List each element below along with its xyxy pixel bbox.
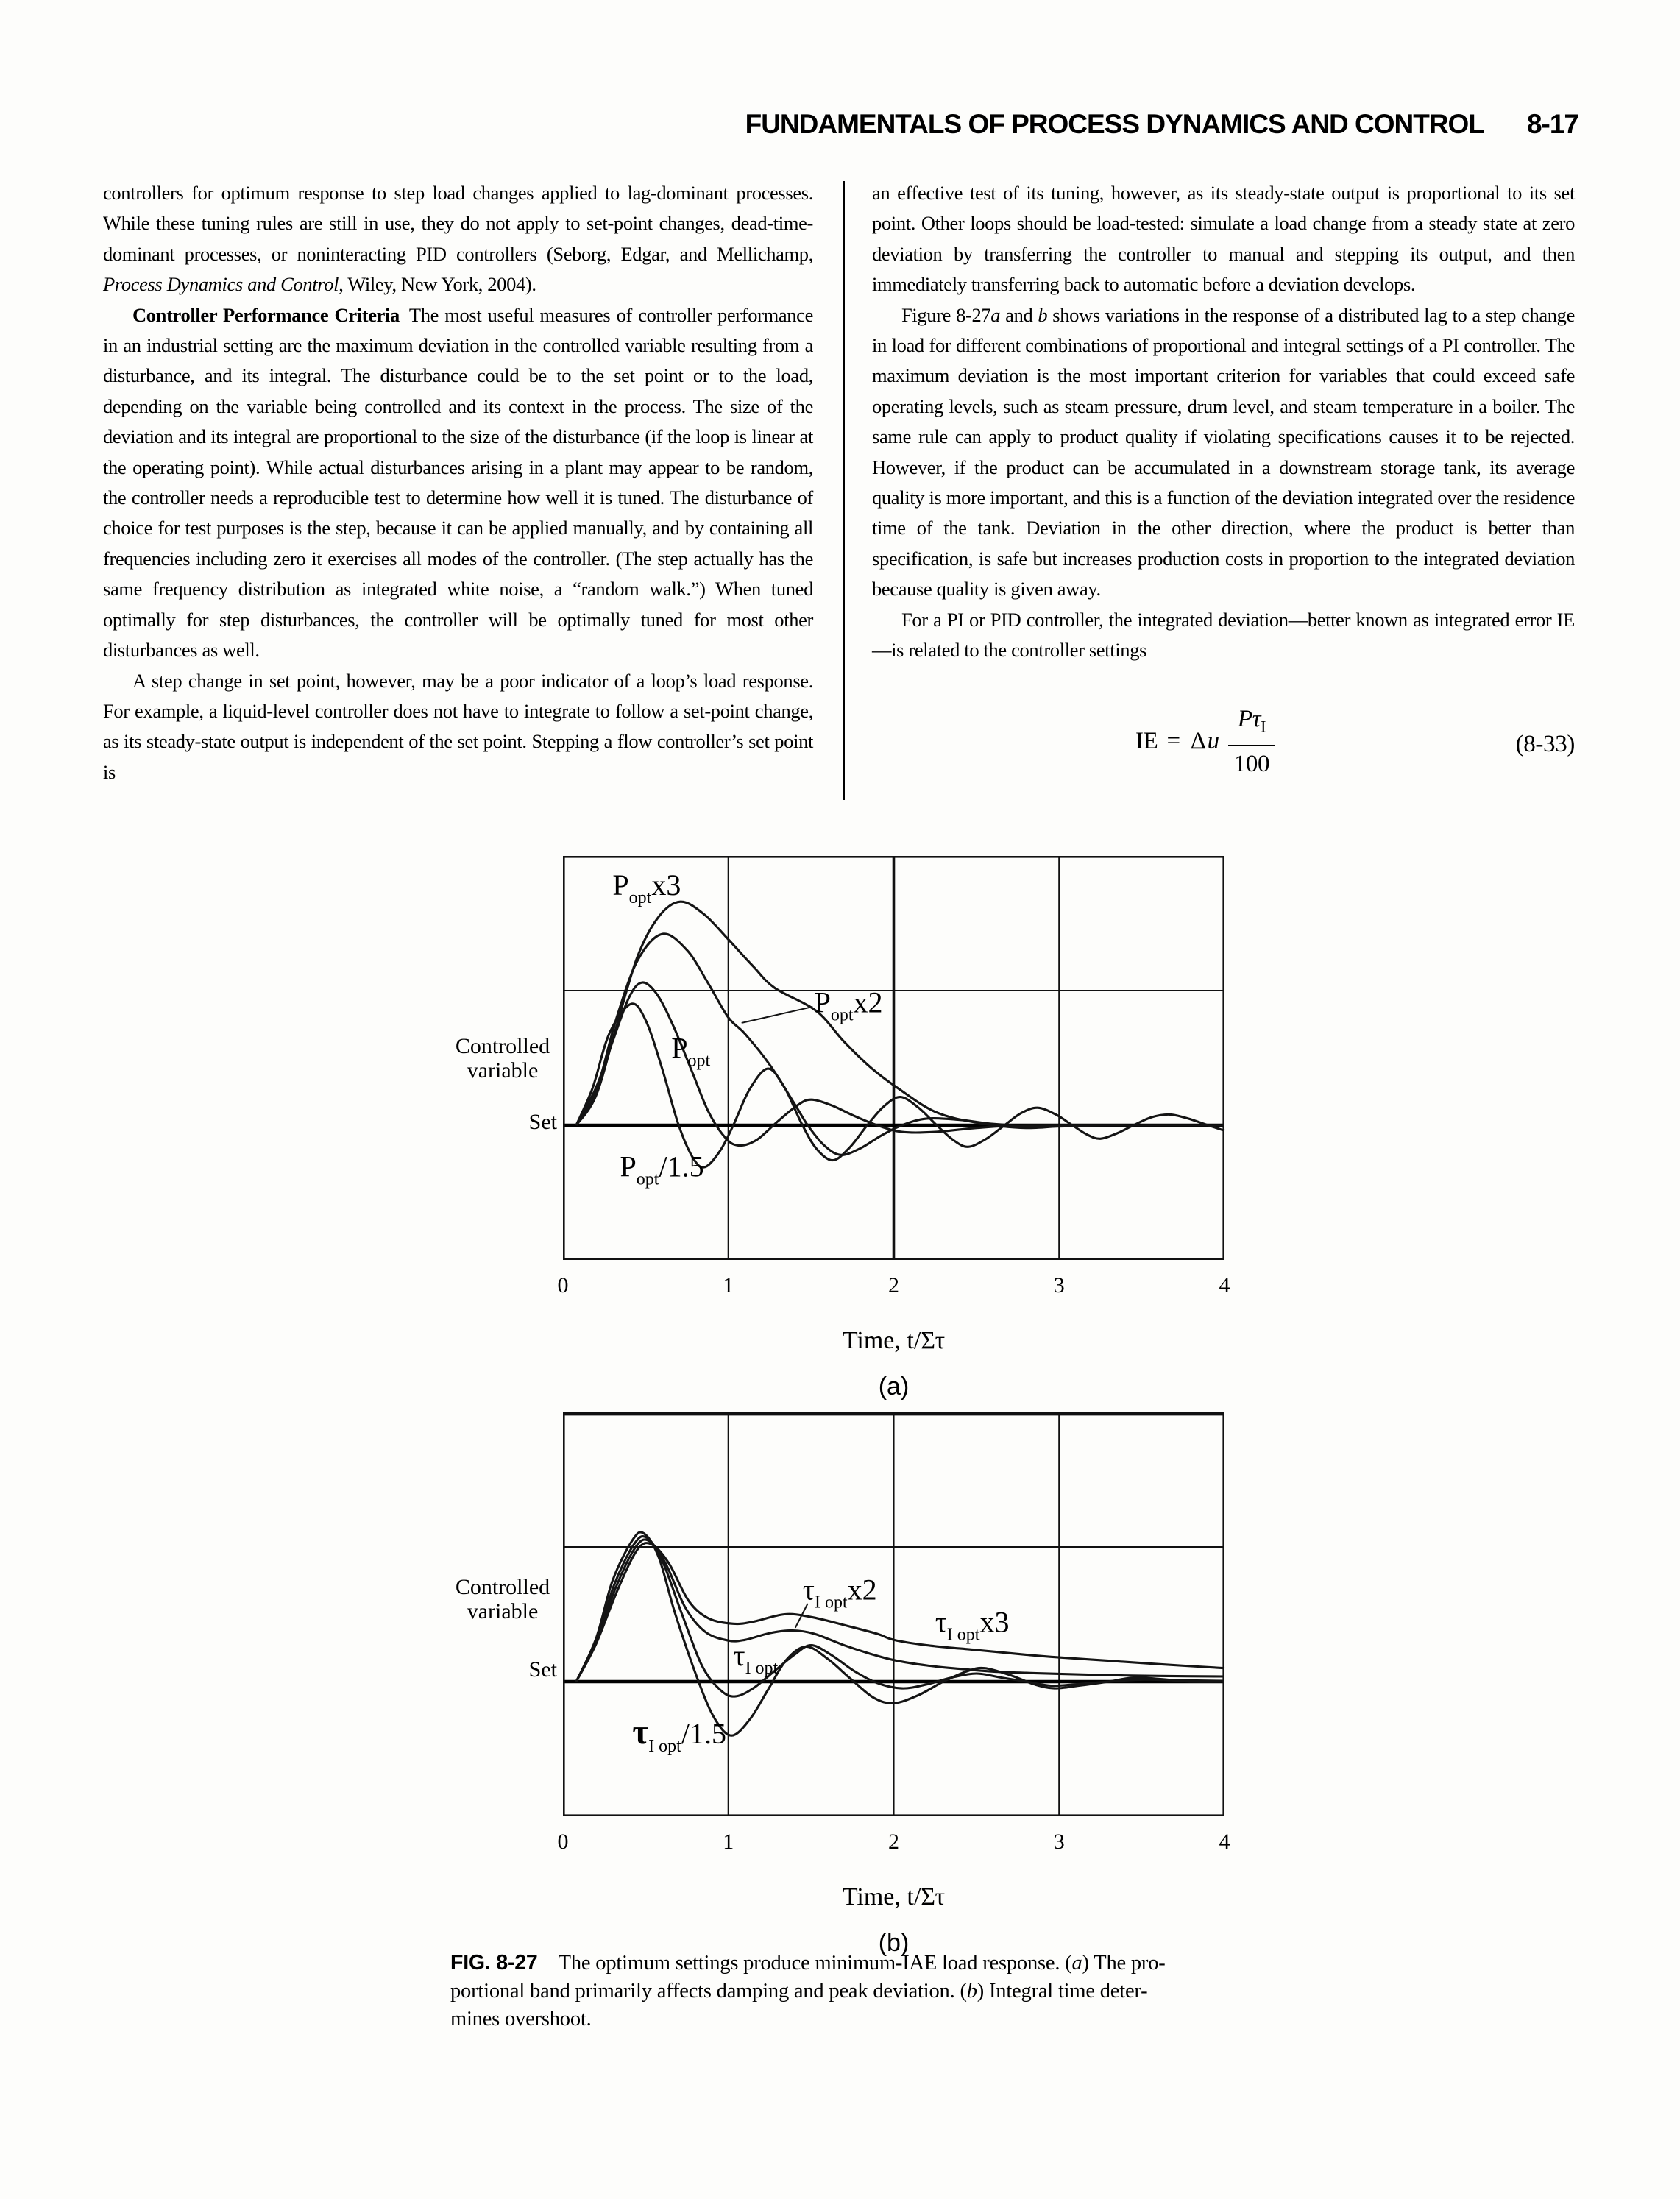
equation-numerator: $P\tau_I$ [1237, 705, 1266, 736]
equation-8-33 [872, 704, 1575, 800]
curve-label: $\tau_{I opt}x2$ [802, 1573, 877, 1612]
equation-equals: = [1166, 728, 1180, 754]
running-head: FUNDAMENTALS OF PROCESS DYNAMICS AND CONTROL [745, 109, 1484, 139]
curve-label: $P_{opt}$ [671, 1031, 711, 1071]
x-tick-label: 2 [888, 1830, 899, 1854]
curve-label: $\tau_{I opt}/1.5$ [632, 1713, 726, 1757]
right-column [872, 178, 1575, 800]
curve-label: $P_{opt}x2$ [814, 985, 883, 1025]
column-divider [843, 181, 845, 800]
series-tauIopt [576, 1537, 1224, 1697]
series-Popt_x3 [576, 902, 1224, 1128]
paragraph: For a PI or PID controller, the integrated deviation—better known as integrated error IE—is related to the controller settings [872, 608, 1575, 662]
x-tick-label: 0 [557, 1273, 569, 1297]
page-header [103, 109, 1578, 140]
x-tick-label: 4 [1219, 1830, 1230, 1854]
equation-number: (8-33) [1515, 730, 1575, 757]
curve-label: $P_{opt}/1.5$ [620, 1150, 704, 1189]
equation-formula [1135, 704, 1275, 779]
paragraph: A step change in set point, however, may be a poor indicator of a loop’s load response. For example, a liquid-level controller does not have to integrate to follow a set-point change, as its steady-state output is independent of the set point. Stepping a flow controller’s set point is [103, 669, 813, 783]
left-column [103, 178, 813, 800]
page-number: 8-17 [1526, 109, 1578, 139]
equation-fraction [1228, 704, 1275, 779]
x-tick-label: 3 [1053, 1830, 1065, 1854]
y-axis-label-a: Controlled variable [455, 1034, 550, 1083]
subfigure-label: (b) [878, 1929, 910, 1957]
paragraph: an effective test of its tuning, however, as its steady-state output is proportional to its set point. Other loops should be load-tested: simulate a load change from a steady state at zero deviation by transferring the controller to manual and stepping its output, and then immediately transferring back to automatic before a deviation develops. [872, 182, 1575, 296]
figure-8-27a-chart [557, 856, 1230, 1401]
paragraph: controllers for optimum response to step load changes applied to lag-dominant processes. While these tuning rules are still in use, they do not apply to set-point changes, dead-time-dominant processes, or noninteracting PID controllers (Seborg, Edgar, and Mellichamp, Process Dynamics and Control, Wiley, New York, 2004). [103, 182, 813, 296]
paragraph: Controller Performance Criteria The most useful measures of controller performance in an industrial setting are the maximum deviation in the controlled variable resulting from a disturbance, and its integral. The disturbance could be to the set point or to the load, depending on the variable being controlled and its context in the process. The size of the deviation and its integral are proportional to the size of the disturbance (if the loop is linear at the operating point). While actual disturbances arising in a plant may appear to be random, the controller needs a reproducible test to determine how well it is tuned. The disturbance of choice for test purposes is the step, because it can be applied manually, and by containing all frequencies including zero it exercises all modes of the controller. (The step actually has the same frequency distribution as integrated white noise, a “random walk.”) When tuned optimally for step disturbances, the controller will be optimally tuned for most other disturbances as well. [103, 303, 813, 662]
x-tick-label: 4 [1219, 1273, 1230, 1297]
x-tick-label: 1 [723, 1273, 734, 1297]
x-tick-label: 1 [723, 1830, 734, 1854]
figure-caption: FIG. 8-27 The optimum settings produce minimum-IAE load response. (a) The pro- portional band primarily affects damping and peak deviation. (b) Integral time deter- mines overshoot. [450, 1951, 1166, 2030]
subfigure-label: (a) [878, 1373, 910, 1401]
curve-label: $\tau_{I opt}$ [733, 1639, 779, 1679]
curve-label: $P_{opt}x3$ [612, 868, 681, 908]
x-tick-label: 3 [1053, 1273, 1065, 1297]
paragraph: Figure 8-27a and b shows variations in the response of a distributed lag to a step change in load for different combinations of proportional and integral settings of a PI controller. The maximum deviation is the most important criterion for variables that could exceed safe operating levels, such as steam pressure, drum level, and steam temperature in a boiler. The same rule can apply to product quality if violating specifications causes it to be rejected. However, if the product can be accumulated in a downstream storage tank, its average quality is more important, and this is a function of the deviation integrated over the residence time of the tank. Deviation in the other direction, where the product is better than specification, is safe but increases production costs in proportion to the integrated deviation because quality is given away. [872, 303, 1575, 601]
curve-label: $\tau_{I opt}x3$ [935, 1605, 1010, 1645]
series-tauIopt_div1.5 [576, 1532, 1224, 1735]
equation-lhs: IE [1135, 728, 1158, 754]
set-label-a: Set [528, 1110, 557, 1134]
set-label-b: Set [528, 1657, 557, 1682]
x-tick-label: 0 [557, 1830, 569, 1854]
x-axis-label: Time, t/Στ [842, 1327, 946, 1354]
x-tick-label: 2 [888, 1273, 899, 1297]
x-axis-label: Time, t/Στ [842, 1883, 946, 1911]
equation-denominator: 100 [1228, 745, 1275, 779]
text-columns [103, 178, 1578, 800]
equation-delta-u: Δu [1190, 728, 1219, 754]
figure-8-27b-chart [557, 1412, 1230, 1957]
y-axis-label-b: Controlled variable [455, 1575, 550, 1623]
